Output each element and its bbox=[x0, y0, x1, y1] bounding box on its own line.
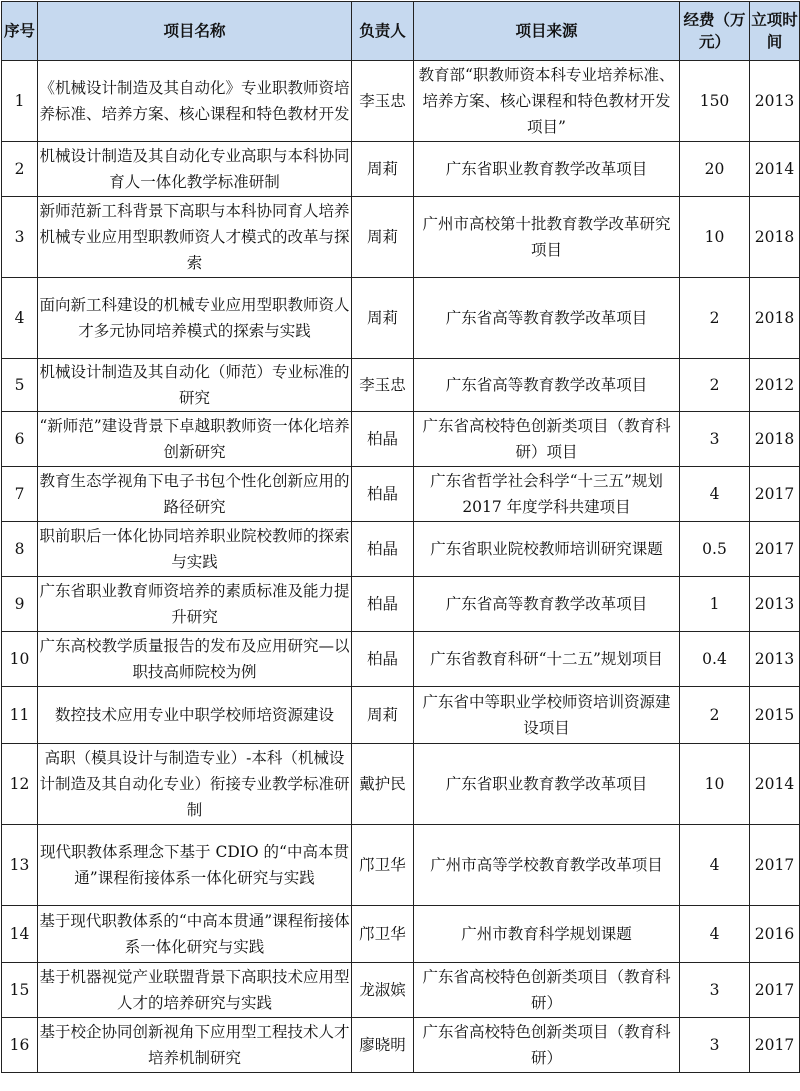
cell-source: 广东省高校特色创新类项目（教育科研）项目 bbox=[414, 412, 680, 467]
cell-name: 现代职教体系理念下基于 CDIO 的“中高本贯通”课程衔接体系一体化研究与实践 bbox=[38, 825, 352, 906]
cell-year: 2015 bbox=[750, 687, 800, 744]
cell-year: 2014 bbox=[750, 142, 800, 197]
cell-owner: 柏晶 bbox=[352, 522, 414, 577]
cell-owner: 邝卫华 bbox=[352, 825, 414, 906]
cell-funds: 0.5 bbox=[680, 522, 750, 577]
cell-year: 2017 bbox=[750, 963, 800, 1018]
cell-owner: 李玉忠 bbox=[352, 359, 414, 412]
cell-source: 广东省高校特色创新类项目（教育科研） bbox=[414, 1018, 680, 1073]
cell-funds: 1 bbox=[680, 577, 750, 632]
cell-no: 10 bbox=[2, 632, 38, 687]
table-row bbox=[2, 632, 800, 687]
cell-no: 16 bbox=[2, 1018, 38, 1073]
cell-name: 机械设计制造及其自动化（师范）专业标准的研究 bbox=[38, 359, 352, 412]
cell-year: 2018 bbox=[750, 197, 800, 278]
cell-name: 面向新工科建设的机械专业应用型职教师资人才多元协同培养模式的探索与实践 bbox=[38, 278, 352, 359]
cell-owner: 邝卫华 bbox=[352, 906, 414, 963]
cell-funds: 3 bbox=[680, 412, 750, 467]
table-row bbox=[2, 906, 800, 963]
cell-year: 2018 bbox=[750, 278, 800, 359]
cell-source: 广东省中等职业学校师资培训资源建设项目 bbox=[414, 687, 680, 744]
table-row bbox=[2, 744, 800, 825]
cell-no: 9 bbox=[2, 577, 38, 632]
table-row bbox=[2, 467, 800, 522]
cell-no: 5 bbox=[2, 359, 38, 412]
cell-no: 3 bbox=[2, 197, 38, 278]
cell-name: 广东省职业教育师资培养的素质标准及能力提升研究 bbox=[38, 577, 352, 632]
cell-name: 职前职后一体化协同培养职业院校教师的探索与实践 bbox=[38, 522, 352, 577]
cell-name: 教育生态学视角下电子书包个性化创新应用的路径研究 bbox=[38, 467, 352, 522]
cell-no: 15 bbox=[2, 963, 38, 1018]
cell-source: 广东省职业教育教学改革项目 bbox=[414, 142, 680, 197]
cell-source: 广东省职业教育教学改革项目 bbox=[414, 744, 680, 825]
cell-owner: 柏晶 bbox=[352, 412, 414, 467]
table-row bbox=[2, 61, 800, 142]
cell-funds: 10 bbox=[680, 197, 750, 278]
cell-funds: 2 bbox=[680, 278, 750, 359]
cell-funds: 2 bbox=[680, 687, 750, 744]
cell-funds: 10 bbox=[680, 744, 750, 825]
cell-no: 1 bbox=[2, 61, 38, 142]
table-row bbox=[2, 577, 800, 632]
cell-name: 基于现代职教体系的“中高本贯通”课程衔接体系一体化研究与实践 bbox=[38, 906, 352, 963]
table-row bbox=[2, 412, 800, 467]
cell-no: 2 bbox=[2, 142, 38, 197]
header-no: 序号 bbox=[2, 2, 38, 61]
cell-year: 2013 bbox=[750, 632, 800, 687]
cell-source: 广东省哲学社会科学“十三五”规划 2017 年度学科共建项目 bbox=[414, 467, 680, 522]
table-row bbox=[2, 1018, 800, 1073]
cell-funds: 4 bbox=[680, 825, 750, 906]
table-row bbox=[2, 278, 800, 359]
cell-funds: 2 bbox=[680, 359, 750, 412]
cell-no: 6 bbox=[2, 412, 38, 467]
cell-no: 12 bbox=[2, 744, 38, 825]
cell-year: 2017 bbox=[750, 1018, 800, 1073]
cell-name: 基于校企协同创新视角下应用型工程技术人才培养机制研究 bbox=[38, 1018, 352, 1073]
cell-year: 2013 bbox=[750, 61, 800, 142]
cell-owner: 廖晓明 bbox=[352, 1018, 414, 1073]
header-funds: 经费（万元） bbox=[680, 2, 750, 61]
table-row bbox=[2, 825, 800, 906]
cell-source: 广东省高等教育教学改革项目 bbox=[414, 577, 680, 632]
cell-owner: 龙淑嫔 bbox=[352, 963, 414, 1018]
header-year: 立项时间 bbox=[750, 2, 800, 61]
cell-name: 新师范新工科背景下高职与本科协同育人培养机械专业应用型职教师资人才模式的改革与探索 bbox=[38, 197, 352, 278]
cell-no: 14 bbox=[2, 906, 38, 963]
cell-source: 广东省高校特色创新类项目（教育科研） bbox=[414, 963, 680, 1018]
cell-name: 《机械设计制造及其自动化》专业职教师资培养标准、培养方案、核心课程和特色教材开发 bbox=[38, 61, 352, 142]
cell-funds: 3 bbox=[680, 1018, 750, 1073]
cell-source: 教育部“职教师资本科专业培养标准、培养方案、核心课程和特色教材开发项目” bbox=[414, 61, 680, 142]
header-row bbox=[2, 2, 800, 61]
cell-year: 2017 bbox=[750, 522, 800, 577]
cell-no: 13 bbox=[2, 825, 38, 906]
cell-owner: 柏晶 bbox=[352, 577, 414, 632]
table-row bbox=[2, 142, 800, 197]
project-table bbox=[1, 1, 800, 1073]
cell-funds: 150 bbox=[680, 61, 750, 142]
cell-owner: 周莉 bbox=[352, 278, 414, 359]
cell-source: 广东省高等教育教学改革项目 bbox=[414, 278, 680, 359]
cell-year: 2014 bbox=[750, 744, 800, 825]
cell-owner: 柏晶 bbox=[352, 467, 414, 522]
cell-source: 广东省高等教育教学改革项目 bbox=[414, 359, 680, 412]
cell-no: 4 bbox=[2, 278, 38, 359]
cell-year: 2017 bbox=[750, 467, 800, 522]
cell-no: 7 bbox=[2, 467, 38, 522]
cell-owner: 周莉 bbox=[352, 687, 414, 744]
cell-no: 11 bbox=[2, 687, 38, 744]
table-row bbox=[2, 197, 800, 278]
header-source: 项目来源 bbox=[414, 2, 680, 61]
cell-year: 2013 bbox=[750, 577, 800, 632]
cell-year: 2018 bbox=[750, 412, 800, 467]
cell-name: 高职（模具设计与制造专业）-本科（机械设计制造及其自动化专业）衔接专业教学标准研制 bbox=[38, 744, 352, 825]
cell-year: 2016 bbox=[750, 906, 800, 963]
cell-funds: 0.4 bbox=[680, 632, 750, 687]
cell-name: “新师范”建设背景下卓越职教师资一体化培养创新研究 bbox=[38, 412, 352, 467]
cell-name: 机械设计制造及其自动化专业高职与本科协同育人一体化教学标准研制 bbox=[38, 142, 352, 197]
cell-funds: 4 bbox=[680, 467, 750, 522]
cell-year: 2017 bbox=[750, 825, 800, 906]
cell-source: 广州市高等学校教育教学改革项目 bbox=[414, 825, 680, 906]
cell-owner: 李玉忠 bbox=[352, 61, 414, 142]
cell-name: 基于机器视觉产业联盟背景下高职技术应用型人才的培养研究与实践 bbox=[38, 963, 352, 1018]
cell-name: 数控技术应用专业中职学校师培资源建设 bbox=[38, 687, 352, 744]
table-row bbox=[2, 359, 800, 412]
cell-funds: 20 bbox=[680, 142, 750, 197]
cell-source: 广东省职业院校教师培训研究课题 bbox=[414, 522, 680, 577]
table-row bbox=[2, 522, 800, 577]
cell-owner: 周莉 bbox=[352, 142, 414, 197]
table-row bbox=[2, 963, 800, 1018]
cell-year: 2012 bbox=[750, 359, 800, 412]
cell-source: 广州市教育科学规划课题 bbox=[414, 906, 680, 963]
cell-no: 8 bbox=[2, 522, 38, 577]
cell-owner: 戴护民 bbox=[352, 744, 414, 825]
header-owner: 负责人 bbox=[352, 2, 414, 61]
cell-funds: 3 bbox=[680, 963, 750, 1018]
table-row bbox=[2, 687, 800, 744]
cell-funds: 4 bbox=[680, 906, 750, 963]
cell-name: 广东高校教学质量报告的发布及应用研究—以职技高师院校为例 bbox=[38, 632, 352, 687]
cell-owner: 周莉 bbox=[352, 197, 414, 278]
cell-source: 广东省教育科研“十二五”规划项目 bbox=[414, 632, 680, 687]
cell-source: 广州市高校第十批教育教学改革研究项目 bbox=[414, 197, 680, 278]
cell-owner: 柏晶 bbox=[352, 632, 414, 687]
header-name: 项目名称 bbox=[38, 2, 352, 61]
